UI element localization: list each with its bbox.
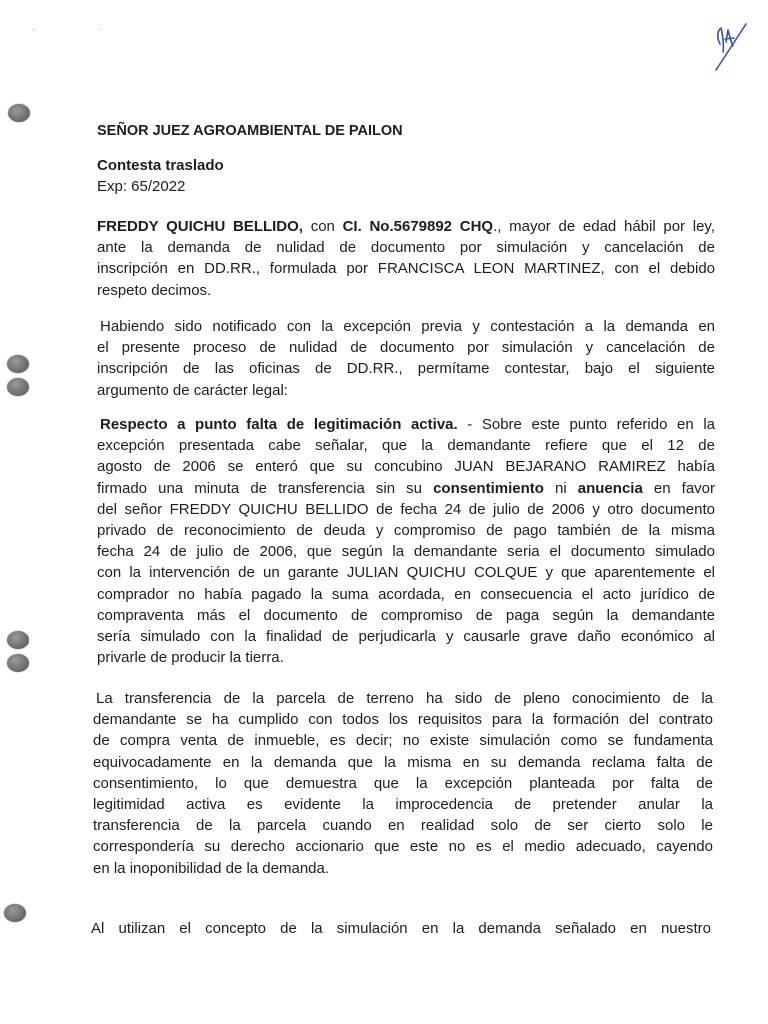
section-heading: Respecto a punto falta de legitimación activa. <box>100 416 458 433</box>
scan-specks: · · <box>32 24 131 34</box>
paragraph-legitimacy <box>97 414 715 668</box>
text-line: transferencia de la parcela cuando en realidad solo de ser cierto solo le <box>93 817 713 835</box>
text-line: ante la demanda de nulidad de documento por simulación y cancelación de <box>97 239 715 257</box>
punch-hole <box>7 355 29 373</box>
case-number: Exp: 65/2022 <box>97 178 186 195</box>
text-line: demandante se ha cumplido con todos los requisitos para la formación del contrato <box>93 711 713 729</box>
text-line: inscripción de las oficinas de DD.RR., permítame contestar, bajo el siguiente <box>97 360 715 378</box>
party-name: FREDDY QUICHU BELLIDO, <box>97 218 303 235</box>
text-line: consentimiento, lo que demuestra que la excepción planteada por falta de <box>93 774 713 792</box>
text-line: de compra venta de inmueble, es decir; no existe simulación como se fundamenta <box>93 732 713 750</box>
text-line: respeto decimos. <box>97 281 212 299</box>
text-line: excepción presentada cabe señalar, que la demandante refiere que el 12 de <box>97 437 715 455</box>
punch-hole <box>4 904 26 922</box>
punch-hole <box>7 378 29 396</box>
paragraph-notification <box>97 316 715 401</box>
punch-hole <box>8 104 30 122</box>
text-line: FREDDY QUICHU BELLIDO, con CI. No.5679892 CHQ., mayor de edad hábil por ley, <box>97 218 715 235</box>
text-line: en la inoponibilidad de la demanda. <box>93 859 330 877</box>
intro-paragraph <box>97 216 715 301</box>
text-line: agosto de 2006 se enteró que su concubino JUAN BEJARANO RAMIREZ había <box>97 458 715 476</box>
document-heading: SEÑOR JUEZ AGROAMBIENTAL DE PAILON <box>97 123 403 139</box>
text-line: correspondería su derecho accionario que este no es el medio adecuado, cayendo <box>93 838 713 856</box>
text-line: inscripción en DD.RR., formulada por FRANCISCA LEON MARTINEZ, con el debido <box>97 260 715 278</box>
text-line: el presente proceso de nulidad de documento por simulación y cancelación de <box>97 339 715 357</box>
punch-hole <box>7 631 29 649</box>
handwritten-initials <box>706 22 754 72</box>
text-line: Habiendo sido notificado con la excepción previa y contestación a la demanda en <box>100 318 715 335</box>
text-line: La transferencia de la parcela de terreno ha sido de pleno conocimiento de la <box>96 690 713 707</box>
text-line: fecha 24 de julio de 2006, que según la demandante seria el documento simulado <box>97 543 715 561</box>
text-line: argumento de carácter legal: <box>97 381 288 399</box>
text-line: privado de reconocimiento de deuda y compromiso de pago también de la misma <box>97 522 715 540</box>
text-line: comprador no había pagado la suma acordada, en consecuencia el acto jurídico de <box>97 585 715 603</box>
text-line: privarle de producir la tierra. <box>97 649 284 667</box>
paragraph-simulation <box>91 918 711 940</box>
text-line: sería simulado con la finalidad de perjudicarla y causarle grave daño económico al <box>97 628 715 646</box>
text-line: legitimidad activa es evidente la improcedencia de pretender anular la <box>93 796 713 814</box>
text-line: Respecto a punto falta de legitimación activa. - Sobre este punto referido en la <box>100 416 715 433</box>
document-subject: Contesta traslado <box>97 157 224 174</box>
text-line: equivocadamente en la demanda que la misma en su demanda reclama falta de <box>93 753 713 771</box>
text-line: compraventa más el documento de compromiso de paga según la demandante <box>97 606 715 624</box>
text-line: Al utilizan el concepto de la simulación en la demanda señalado en nuestro <box>91 920 711 937</box>
id-number: CI. No.5679892 CHQ <box>342 218 494 235</box>
punch-hole <box>7 654 29 672</box>
text-line: del señor FREDDY QUICHU BELLIDO de fecha 24 de julio de 2006 y otro documento <box>97 500 715 518</box>
text-line: con la intervención de un garante JULIAN QUICHU COLQUE y que aparentemente el <box>97 564 715 582</box>
paragraph-transfer <box>93 688 713 879</box>
text-line: firmado una minuta de transferencia sin su consentimiento ni anuencia en favor <box>97 479 715 497</box>
